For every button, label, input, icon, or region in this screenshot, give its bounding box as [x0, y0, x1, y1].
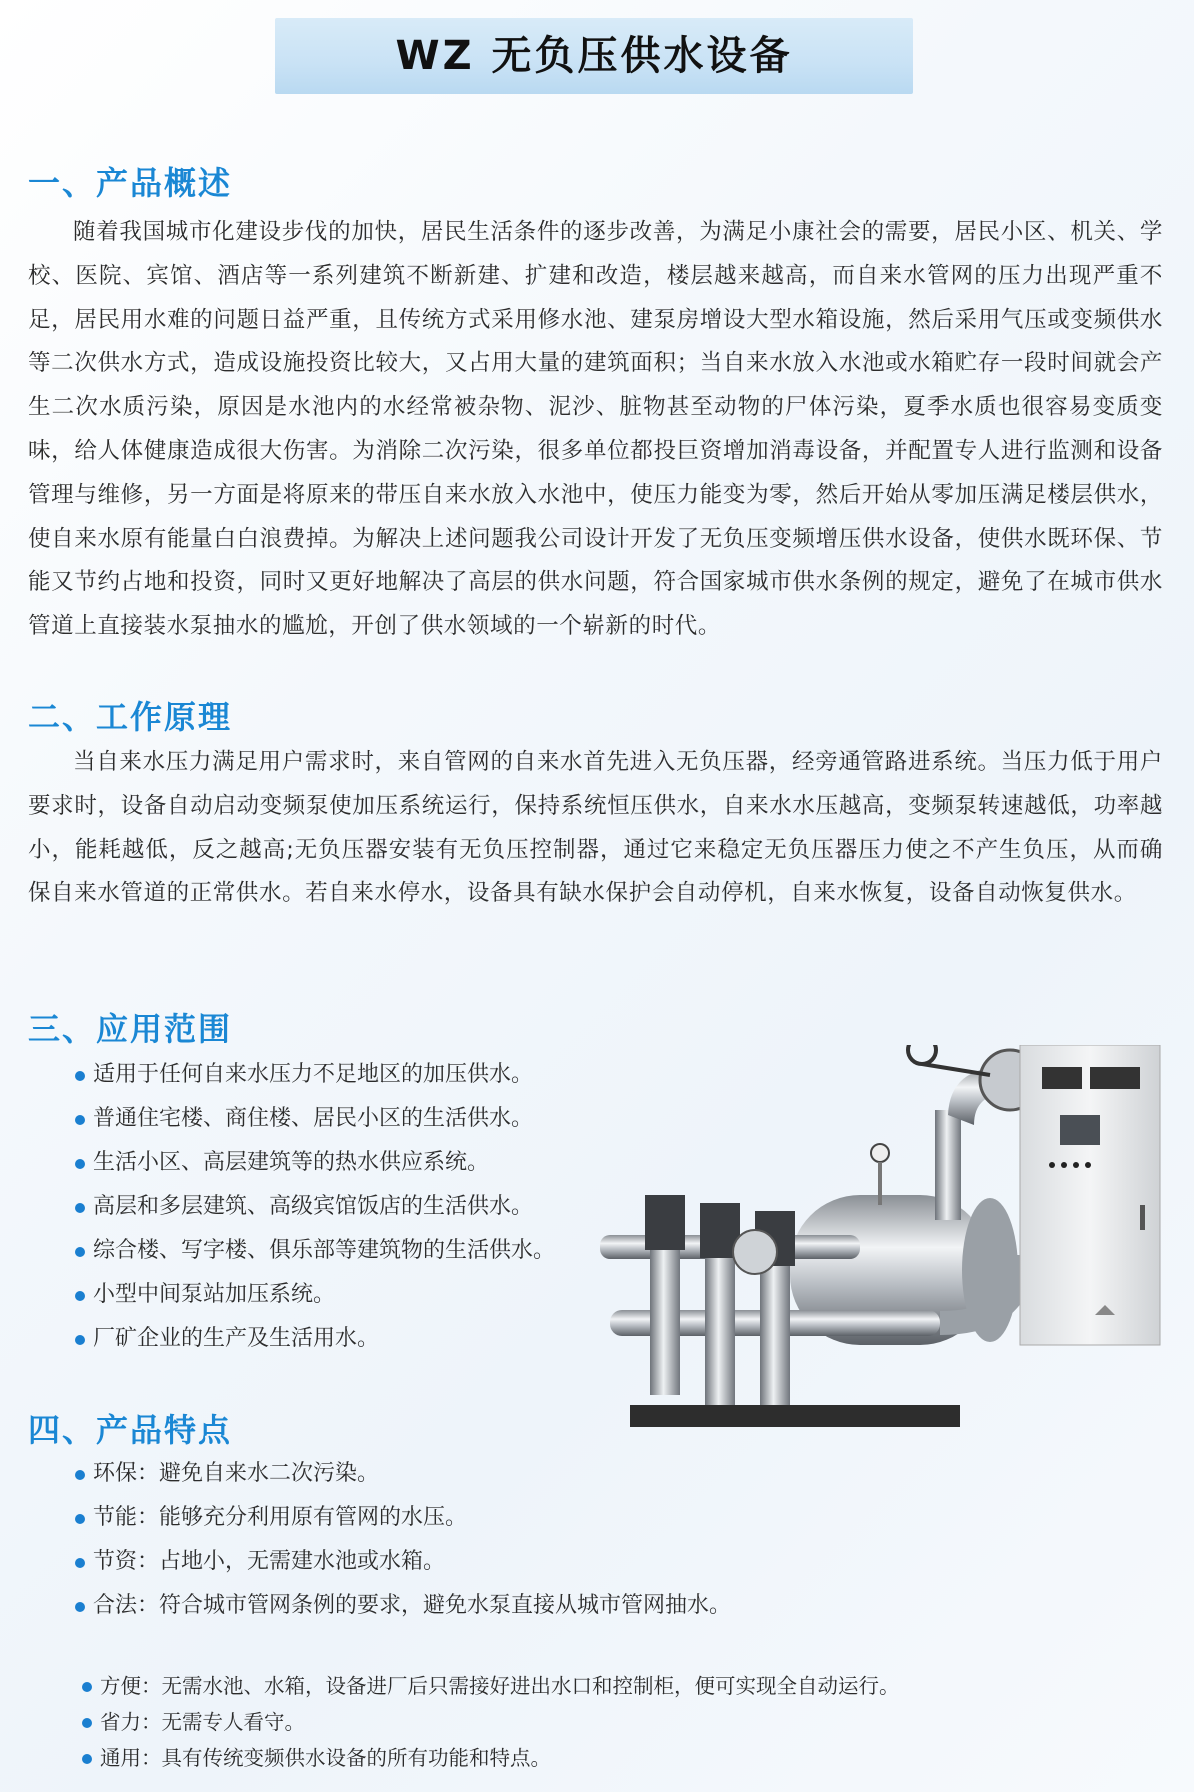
list-item: 适用于任何自来水压力不足地区的加压供水。: [73, 1053, 633, 1097]
cabinet-display: [1090, 1067, 1140, 1089]
list-item: 生活小区、高层建筑等的热水供应系统。: [73, 1141, 633, 1185]
page-title: WZ 无负压供水设备: [395, 33, 793, 79]
pump-3: [760, 1265, 790, 1405]
list-item: 高层和多层建筑、高级宾馆饭店的生活供水。: [73, 1185, 633, 1229]
riser-pipe: [935, 1110, 961, 1220]
list-item: 节能：能够充分利用原有管网的水压。: [73, 1496, 973, 1540]
control-cabinet: [1020, 1045, 1160, 1345]
pump-2: [705, 1255, 735, 1405]
list-item: 综合楼、写字楼、俱乐部等建筑物的生活供水。: [73, 1229, 633, 1273]
list-item: 厂矿企业的生产及生活用水。: [73, 1317, 633, 1361]
pump-1: [650, 1245, 680, 1395]
features-extra-list: [80, 1668, 1080, 1776]
overview-paragraph: 随着我国城市化建设步伐的加快，居民生活条件的逐步改善，为满足小康社会的需要，居民小区、机关、学校、医院、宾馆、酒店等一系列建筑不断新建、扩建和改造，楼层越来越高，而自来水管网的压力出现严重不足，居民用水难的问题日益严重，且传统方式采用修水池、建泵房增设大型水箱设施，然后采用气压或变频供水等二次供水方式，造成设施投资比较大，又占用大量的建筑面积；当自来水放入水池或水箱贮存一段时间就会产生二次水质污染，原因是水池内的水经常被杂物、泥沙、脏物甚至动物的尸体污染，夏季水质也很容易变质变味，给人体健康造成很大伤害。为消除二次污染，很多单位都投巨资增加消毒设备，并配置专人进行监测和设备管理与维修，另一方面是将原来的带压自来水放入水池中，使压力能变为零，然后开始从零加压满足楼层供水，使自来水原有能量白白浪费掉。为解决上述问题我公司设计开发了无负压变频增压供水设备，使供水既环保、节能又节约占地和投资，同时又更好地解决了高层的供水问题，符合国家城市供水条例的规定，避免了在城市供水管道上直接装水泵抽水的尴尬，开创了供水领域的一个崭新的时代。: [28, 219, 1163, 640]
list-item: 通用：具有传统变频供水设备的所有功能和特点。: [80, 1740, 1080, 1776]
section-heading-applications: 三、应用范围: [28, 1010, 233, 1048]
water-supply-equipment-photo: [590, 1045, 1170, 1485]
list-item: 节资：占地小，无需建水池或水箱。: [73, 1540, 973, 1584]
base-frame: [630, 1405, 960, 1427]
motor-1: [645, 1195, 685, 1250]
list-item: 合法：符合城市管网条例的要求，避免水泵直接从城市管网抽水。: [73, 1584, 973, 1628]
list-item: 方便：无需水池、水箱，设备进厂后只需接好进出水口和控制柜，便可实现全自动运行。: [80, 1668, 1080, 1704]
principle-paragraph: 当自来水压力满足用户需求时，来自管网的自来水首先进入无负压器，经旁通管路进系统。当压力低于用户要求时，设备自动启动变频泵使加压系统运行，保持系统恒压供水，自来水水压越高，变频泵转速越低，功率越小，能耗越低，反之越高;无负压器安装有无负压控制器，通过它来稳定无负压器压力使之不产生负压，从而确保自来水管道的正常供水。若自来水停水，设备具有缺水保护会自动停机，自来水恢复，设备自动恢复供水。: [28, 749, 1163, 907]
applications-list: [73, 1053, 633, 1361]
list-item: 小型中间泵站加压系统。: [73, 1273, 633, 1317]
cabinet-display: [1042, 1067, 1082, 1089]
section-heading-features: 四、产品特点: [28, 1411, 233, 1449]
list-item: 环保：避免自来水二次污染。: [73, 1452, 973, 1496]
pressure-gauge: [871, 1144, 889, 1162]
control-panel: [1060, 1115, 1100, 1145]
list-item: 普通住宅楼、商住楼、居民小区的生活供水。: [73, 1097, 633, 1141]
section-heading-principle: 二、工作原理: [28, 698, 233, 736]
list-item: 省力：无需专人看守。: [80, 1704, 1080, 1740]
flange-valve: [733, 1230, 777, 1274]
valve-handwheel: [908, 1045, 936, 1064]
section-heading-overview: 一、产品概述: [28, 164, 233, 202]
cabinet-handle: [1140, 1205, 1145, 1230]
